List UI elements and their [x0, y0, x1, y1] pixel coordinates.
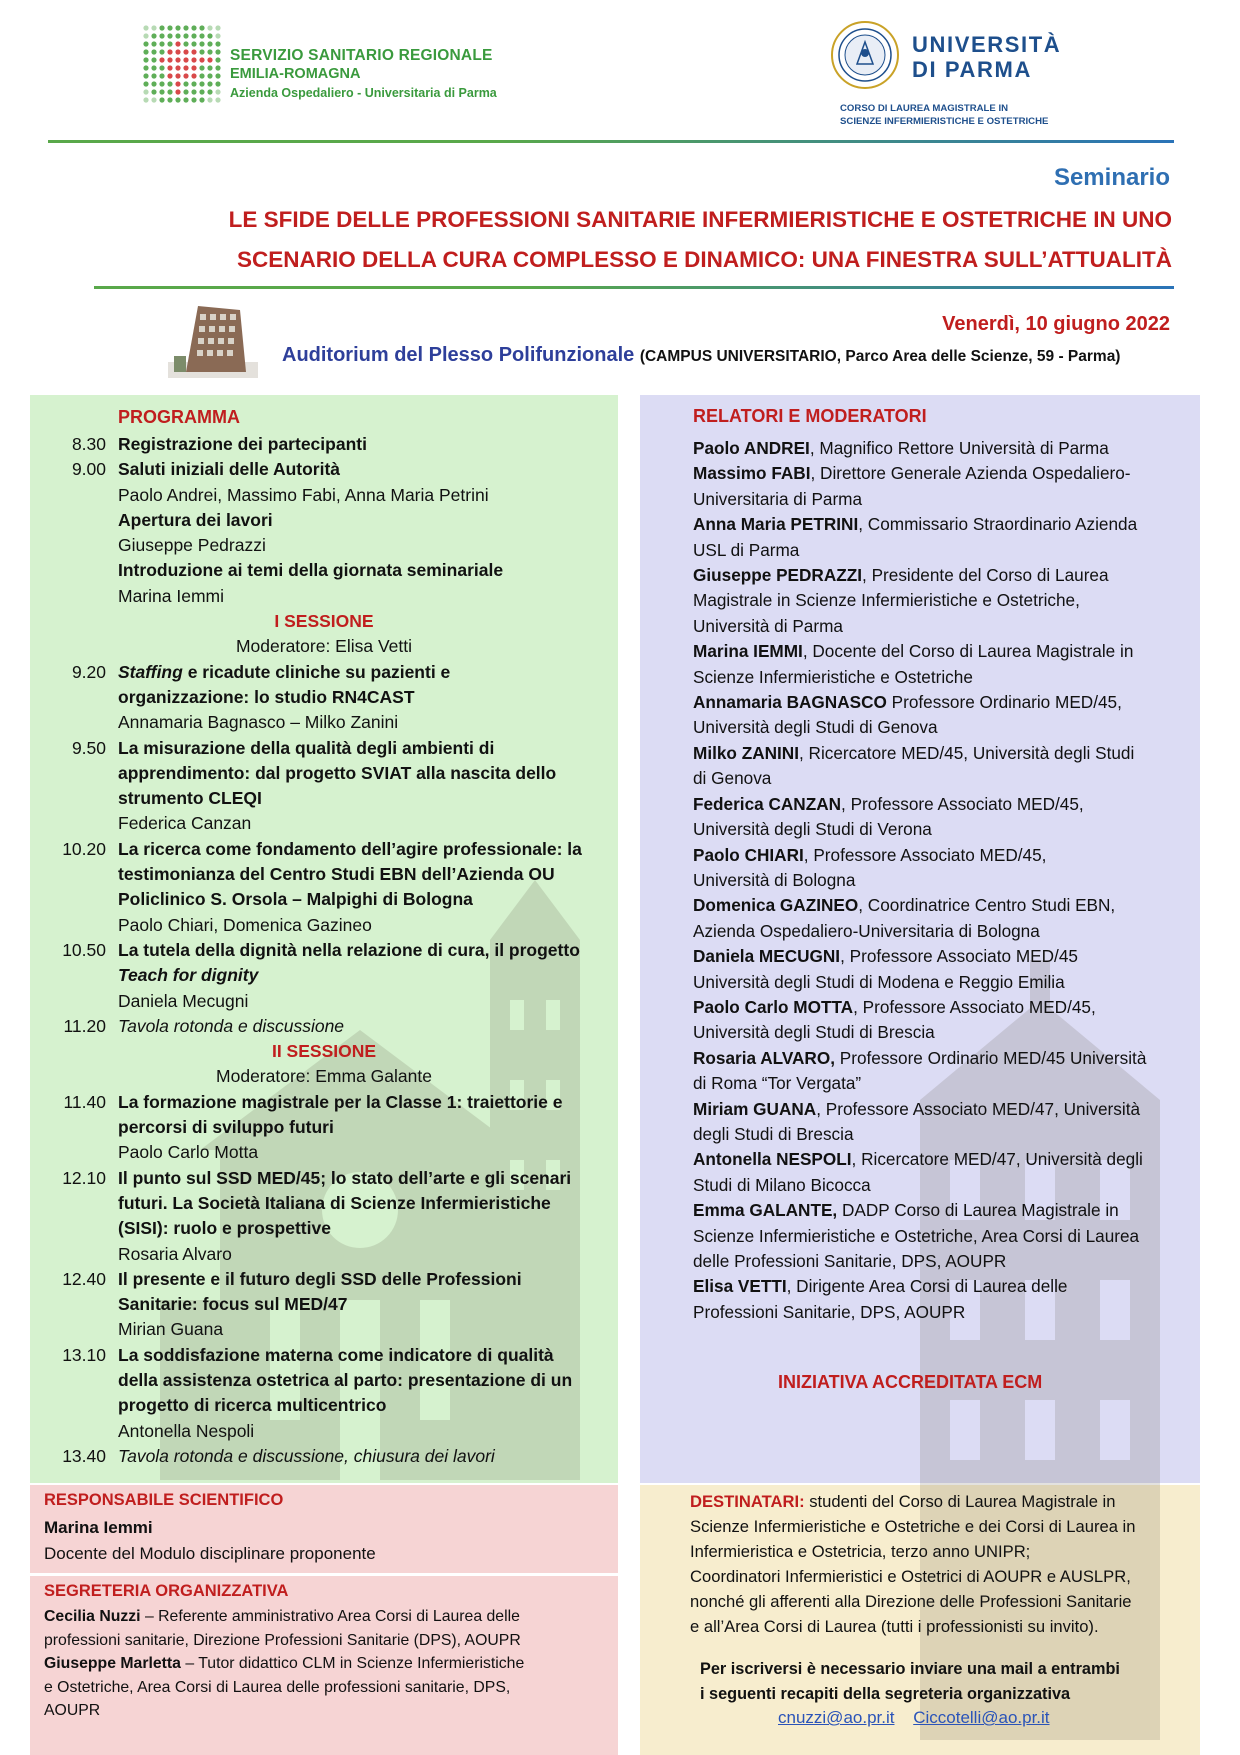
contact-role: professioni sanitarie, Direzione Professioni Sanitarie (DPS), AOUPR	[44, 1631, 521, 1649]
program-item: La ricerca come fondamento dell’agire professionale: la	[118, 838, 582, 859]
speaker-name: Giuseppe PEDRAZZI	[693, 565, 863, 586]
unipr-course	[840, 102, 1048, 128]
program-item: strumento CLEQI	[118, 788, 262, 809]
speaker-entry	[693, 1147, 1193, 1198]
seminar-title-line2: SCENARIO DELLA CURA COMPLESSO E DINAMICO: UNA FINESTRA SULL’ATTUALITÀ	[237, 247, 1172, 272]
speakers-title: RELATORI E MODERATORI	[693, 406, 927, 426]
speaker-name: Paolo CHIARI	[693, 844, 804, 865]
program-item-italic: Tavola rotonda e discussione	[118, 1015, 345, 1036]
speaker-name: Milko ZANINI	[693, 742, 799, 763]
speaker-role: , Commissario Straordinario Azienda	[858, 514, 1138, 535]
contact-role: AOUPR	[44, 1702, 101, 1719]
session-moderator: Moderatore: Emma Galante	[216, 1066, 432, 1087]
contact-role: – Tutor didattico CLM in Scienze Infermieristiche	[180, 1655, 525, 1672]
program-item: Policlinico S. Orsola – Malpighi di Bologna	[118, 889, 473, 910]
speaker-entry	[693, 1046, 1193, 1097]
speaker-role: , Coordinatrice Centro Studi EBN,	[858, 895, 1116, 916]
speaker-role: , Direttore Generale Azienda Ospedaliero-	[810, 463, 1131, 484]
program-item: Il punto sul SSD MED/45; lo stato dell’arte e gli scenari	[118, 1167, 572, 1188]
dot-grid-logo-icon	[142, 24, 222, 104]
session-heading: I SESSIONE	[274, 611, 374, 632]
speaker-entry	[693, 893, 1193, 944]
program-row	[30, 533, 618, 558]
program-item: progetto di ricerca multicentrico	[118, 1395, 387, 1416]
speaker-name: Anna Maria PETRINI	[693, 514, 859, 535]
audience-line: Coordinatori Infermieristici e Ostetrici di AOUPR e AUSLPR,	[690, 1567, 1131, 1586]
speaker-entry	[693, 741, 1193, 792]
speaker-role: Università di Bologna	[693, 869, 856, 890]
program-row	[30, 432, 618, 457]
speaker-role: Azienda Ospedaliero-Universitaria di Bologna	[693, 920, 1040, 941]
speaker-role: , Professore Associato MED/45,	[853, 996, 1096, 1017]
ssr-line1: SERVIZIO SANITARIO REGIONALE	[230, 47, 493, 64]
speaker-role: Magistrale in Scienze Infermieristiche e Ostetriche,	[693, 590, 1080, 611]
speaker-entry	[693, 1097, 1193, 1148]
contact-role: – Referente amministrativo Area Corsi di Laurea delle	[140, 1608, 520, 1625]
audience-line: studenti del Corso di Laurea Magistrale in	[804, 1492, 1116, 1511]
contact-role: e Ostetriche, Area Corsi di Laurea delle professioni sanitarie, DPS,	[44, 1678, 511, 1696]
program-row	[30, 508, 618, 533]
secretariat-title: SEGRETERIA ORGANIZZATIVA	[44, 1582, 289, 1600]
scientific-lead-role: Docente del Modulo disciplinare proponente	[44, 1544, 376, 1563]
speaker-entry	[693, 1274, 1193, 1325]
speaker-role: , Professore Associato MED/47, Università	[816, 1098, 1141, 1119]
program-item: Saluti iniziali delle Autorità	[118, 459, 341, 480]
program-item: La tutela della dignità nella relazione di cura, il progetto	[118, 939, 580, 960]
scientific-lead-title: RESPONSABILE SCIENTIFICO	[44, 1491, 284, 1509]
speaker-name: Annamaria BAGNASCO	[693, 692, 887, 713]
speaker-role: USL di Parma	[693, 539, 800, 560]
program-time: 12.10	[62, 1167, 106, 1188]
program-row	[30, 1140, 618, 1165]
program-row	[30, 811, 618, 836]
speaker-role: , Professore Associato MED/45	[840, 946, 1078, 967]
speaker-role: di Genova	[693, 768, 772, 789]
program-row	[30, 1419, 618, 1444]
speaker-role: , Dirigente Area Corsi di Laurea delle	[786, 1276, 1068, 1297]
session-moderator: Moderatore: Elisa Vetti	[235, 636, 413, 657]
event-venue	[282, 344, 1120, 367]
speaker-name: Antonella NESPOLI	[693, 1149, 852, 1170]
audience-line: nonché gli afferenti alla Direzione delle Professioni Sanitarie	[690, 1592, 1132, 1611]
program-item: testimonianza del Centro Studi EBN dell’Azienda OU	[118, 864, 555, 885]
speaker-role: DADP Corso di Laurea Magistrale in	[837, 1200, 1119, 1221]
program-item: (SISI): ruolo e prospettive	[118, 1218, 331, 1239]
program-item-italic: Teach for dignity	[118, 965, 259, 986]
program-row	[30, 710, 618, 735]
speaker-name: Marina IEMMI	[693, 641, 803, 662]
program-speakers: Mirian Guana	[118, 1319, 224, 1340]
event-date: Venerdì, 10 giugno 2022	[942, 313, 1170, 335]
speaker-role: Università degli Studi di Verona	[693, 819, 932, 840]
speaker-name: Domenica GAZINEO	[693, 895, 859, 916]
registration-note	[700, 1657, 1120, 1707]
unipr-name	[912, 32, 1061, 82]
program-item: Apertura dei lavori	[118, 509, 273, 530]
audience-text	[690, 1489, 1195, 1639]
speaker-role: Professore Ordinario MED/45,	[886, 692, 1122, 713]
program-time: 8.30	[71, 434, 106, 454]
email-link-ciccotelli[interactable]: Ciccotelli@ao.pr.it	[913, 1708, 1050, 1727]
program-row	[30, 1343, 618, 1419]
program-row	[30, 736, 618, 812]
program-row	[30, 660, 618, 711]
secretariat-contact	[44, 1605, 609, 1652]
speaker-entry	[693, 843, 1193, 894]
speaker-entry	[693, 792, 1193, 843]
program-time: 11.20	[63, 1015, 106, 1036]
session-heading: II SESSIONE	[271, 1041, 377, 1062]
program-row	[30, 1242, 618, 1267]
program-item: La soddisfazione materna come indicatore di qualità	[118, 1344, 554, 1365]
speaker-name: Miriam GUANA	[693, 1098, 817, 1119]
program-time: 13.40	[62, 1445, 106, 1466]
university-seal-icon	[830, 20, 900, 90]
program-speakers: Paolo Carlo Motta	[118, 1142, 259, 1163]
program-item: organizzazione: lo studio RN4CAST	[118, 686, 415, 707]
program-row	[30, 584, 618, 609]
speaker-name: Elisa VETTI	[693, 1276, 787, 1297]
program-row	[30, 913, 618, 938]
audience-label: DESTINATARI:	[690, 1492, 805, 1511]
program-item: futuri. La Società Italiana di Scienze Infermieristiche	[118, 1192, 551, 1213]
contact-name: Giuseppe Marletta	[44, 1655, 181, 1672]
speaker-name: Rosaria ALVARO,	[693, 1047, 835, 1068]
program-item-italic: Tavola rotonda e discussione, chiusura dei lavori	[118, 1445, 495, 1466]
audience-line: Infermieristica e Ostetricia, terzo anno UNIPR;	[690, 1542, 1031, 1561]
program-item-italic: Staffing	[118, 661, 183, 682]
program-row	[30, 483, 618, 508]
program-row	[30, 1166, 618, 1242]
speaker-role: di Roma “Tor Vergata”	[693, 1073, 862, 1094]
audience-line: Scienze Infermieristiche e Ostetriche e dei Corsi di Laurea in	[690, 1517, 1136, 1536]
speaker-name: Federica CANZAN	[693, 793, 842, 814]
program-item: La misurazione della qualità degli ambienti di	[118, 737, 495, 758]
program-speakers: Rosaria Alvaro	[118, 1243, 232, 1264]
program-speakers: Marina Iemmi	[118, 585, 224, 606]
speaker-entry	[693, 995, 1193, 1046]
speaker-name: Emma GALANTE,	[693, 1200, 838, 1221]
secretariat-contact	[44, 1652, 609, 1723]
program-speakers: Federica Canzan	[118, 813, 252, 834]
header-divider	[48, 140, 1174, 143]
program-row	[30, 938, 618, 989]
speaker-role: Professore Ordinario MED/45 Università	[834, 1047, 1147, 1068]
program-time: 10.50	[62, 939, 106, 960]
speaker-role: , Magnifico Rettore Università di Parma	[809, 438, 1109, 458]
program-time: 10.20	[62, 838, 106, 859]
program-speakers: Giuseppe Pedrazzi	[118, 535, 266, 556]
ssr-line2: EMILIA-ROMAGNA	[230, 66, 361, 82]
speaker-role: Università degli Studi di Genova	[693, 717, 938, 738]
seminar-title	[122, 200, 1172, 280]
speaker-entry	[693, 1198, 1193, 1274]
program-item: apprendimento: dal progetto SVIAT alla nascita dello	[118, 762, 557, 783]
speaker-entry	[693, 563, 1193, 639]
program-item: Il presente e il futuro degli SSD delle Professioni	[118, 1268, 522, 1289]
program-time: 9.20	[71, 661, 106, 682]
registration-line: i seguenti recapiti della segreteria organizzativa	[700, 1685, 1071, 1703]
program-list	[30, 432, 618, 1469]
program-row	[30, 457, 618, 482]
ecm-accreditation: INIZIATIVA ACCREDITATA ECM	[778, 1372, 1043, 1392]
speaker-entry	[693, 461, 1193, 512]
speaker-role: , Ricercatore MED/45, Università degli Studi	[799, 742, 1135, 763]
speaker-role: , Presidente del Corso di Laurea	[862, 565, 1109, 586]
speaker-entry	[693, 436, 1193, 461]
scientific-lead-name: Marina Iemmi	[44, 1518, 153, 1537]
program-item: Sanitarie: focus sul MED/47	[118, 1294, 348, 1315]
program-item: della assistenza ostetrica al parto: presentazione di un	[118, 1369, 573, 1390]
program-item: e ricadute cliniche su pazienti e	[182, 661, 451, 682]
program-speakers: Antonella Nespoli	[118, 1420, 255, 1441]
venue-address: (CAMPUS UNIVERSITARIO, Parco Area delle Scienze, 59 - Parma)	[639, 348, 1121, 365]
ssr-logo-text	[230, 46, 497, 103]
program-item: La formazione magistrale per la Classe 1: traiettorie e	[118, 1091, 563, 1112]
program-item: Registrazione dei partecipanti	[118, 434, 367, 454]
ssr-logo	[142, 24, 542, 104]
program-row	[30, 837, 618, 913]
program-speakers: Paolo Andrei, Massimo Fabi, Anna Maria Petrini	[118, 484, 489, 505]
program-time: 13.10	[62, 1344, 106, 1365]
program-item: Introduzione ai temi della giornata seminariale	[118, 560, 504, 581]
registration-line: Per iscriversi è necessario inviare una mail a entrambi	[700, 1660, 1120, 1678]
speaker-entry	[693, 639, 1193, 690]
speaker-role: Università degli Studi di Modena e Reggio Emilia	[693, 971, 1065, 992]
program-time: 12.40	[62, 1268, 106, 1289]
speaker-role: , Ricercatore MED/47, Università degli	[851, 1149, 1143, 1170]
speaker-name: Paolo ANDREI	[693, 438, 810, 458]
unipr-course-line1: CORSO DI LAUREA MAGISTRALE IN	[840, 103, 1009, 114]
program-row	[30, 1317, 618, 1342]
unipr-course-line2: SCIENZE INFERMIERISTICHE E OSTETRICHE	[840, 116, 1049, 127]
speaker-role: Scienze Infermieristiche e Ostetriche, Area Corsi di Laurea	[693, 1225, 1140, 1246]
program-speakers: Annamaria Bagnasco – Milko Zanini	[118, 712, 399, 733]
speaker-name: Massimo FABI	[693, 463, 811, 484]
speaker-role: Scienze Infermieristiche e Ostetriche	[693, 666, 973, 687]
program-time: 9.00	[71, 459, 106, 480]
speaker-role: Università degli Studi di Brescia	[693, 1022, 935, 1043]
registration-emails	[778, 1708, 1064, 1728]
speaker-entry	[693, 944, 1193, 995]
kicker: Seminario	[1053, 164, 1170, 191]
program-row	[30, 1267, 618, 1318]
ssr-line3: Azienda Ospedaliero - Universitaria di Parma	[230, 86, 497, 100]
unipr-name-line2: DI PARMA	[912, 57, 1032, 82]
program-time: 9.50	[71, 737, 106, 758]
email-link-nuzzi[interactable]: cnuzzi@ao.pr.it	[778, 1708, 895, 1727]
speaker-role: Università di Parma	[693, 615, 843, 636]
program-row	[30, 558, 618, 583]
speaker-role: , Professore Associato MED/45,	[841, 793, 1084, 814]
program-item: percorsi di sviluppo futuri	[118, 1117, 334, 1138]
speakers-list	[693, 436, 1193, 1325]
speaker-name: Daniela MECUGNI	[693, 946, 841, 967]
secretariat-body	[44, 1605, 609, 1723]
speaker-role: Studi di Milano Bicocca	[693, 1174, 871, 1195]
unipr-logo	[830, 20, 1090, 132]
seminar-title-line1: LE SFIDE DELLE PROFESSIONI SANITARIE INFERMIERISTICHE E OSTETRICHE IN UNO	[228, 207, 1172, 232]
speaker-role: Professioni Sanitarie, DPS, AOUPR	[693, 1301, 966, 1322]
speaker-entry	[693, 690, 1193, 741]
speaker-role: Universitaria di Parma	[693, 488, 863, 509]
program-speakers: Paolo Chiari, Domenica Gazineo	[118, 914, 372, 935]
program-row	[30, 1090, 618, 1141]
venue-name: Auditorium del Plesso Polifunzionale	[282, 344, 635, 366]
program-row	[30, 1444, 618, 1469]
speaker-entry	[693, 512, 1193, 563]
program-row	[30, 1014, 618, 1039]
building-photo-icon	[168, 302, 258, 378]
scientific-lead-body	[44, 1515, 376, 1567]
speaker-name: Paolo Carlo MOTTA	[693, 996, 854, 1017]
contact-name: Cecilia Nuzzi	[44, 1608, 141, 1625]
audience-line: e all’Area Corsi di Laurea (tutti i professionisti su invito).	[690, 1617, 1099, 1636]
program-speakers: Daniela Mecugni	[118, 990, 249, 1011]
unipr-name-line1: UNIVERSITÀ	[912, 32, 1062, 57]
program-time: 11.40	[63, 1091, 106, 1112]
speaker-role: degli Studi di Brescia	[693, 1123, 854, 1144]
program-title: PROGRAMMA	[118, 407, 240, 427]
speaker-role: delle Professioni Sanitarie, DPS, AOUPR	[693, 1251, 1007, 1271]
speaker-role: , Professore Associato MED/45,	[803, 844, 1047, 865]
program-row	[30, 989, 618, 1014]
title-divider	[94, 286, 1174, 289]
speaker-role: , Docente del Corso di Laurea Magistrale in	[802, 641, 1134, 662]
